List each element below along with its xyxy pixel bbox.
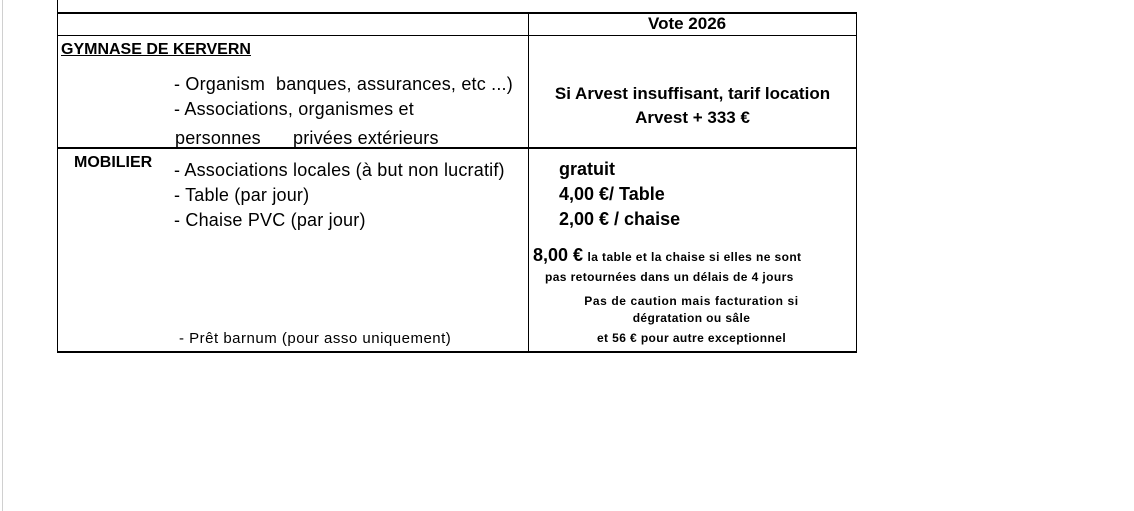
mobilier-item-price: 2,00 € / chaise: [559, 209, 681, 229]
gymnase-line1a: - Organism: [174, 74, 266, 94]
gymnase-line3a: personnes: [175, 128, 261, 148]
mobilier-title: MOBILIER: [74, 154, 153, 171]
mobilier-item-label: - Chaise PVC (par jour): [174, 210, 366, 230]
row-line-header-top: [57, 12, 857, 14]
barnum-label: - Prêt barnum (pour asso uniquement): [179, 330, 452, 347]
mobilier-item-label: - Associations locales (à but non lucratif): [174, 160, 505, 180]
row-line-table-bottom: [57, 351, 857, 353]
vote-year-header: Vote 2026: [648, 14, 727, 33]
mobilier-item-price: gratuit: [559, 159, 615, 179]
penalty-text1: la table et la chaise si elles ne sont: [587, 250, 802, 264]
gymnase-line3b: privées extérieurs: [293, 128, 439, 148]
col-divider-left-top: [57, 0, 58, 352]
gymnase-price-line1: Si Arvest insuffisant, tarif location: [554, 84, 831, 103]
gymnase-line2: - Associations, organismes et: [174, 99, 414, 119]
gymnase-title: GYMNASE DE KERVERN: [61, 41, 251, 58]
penalty-amount: 8,00 €: [533, 245, 584, 265]
barnum-note2: dégratation ou sâle: [632, 311, 751, 325]
penalty-text2: pas retournées dans un délais de 4 jours: [545, 270, 794, 284]
penalty-line1: [533, 246, 801, 265]
page-edge: [2, 0, 3, 511]
row-line-header-bottom: [57, 35, 857, 36]
mobilier-item-price: 4,00 €/ Table: [559, 184, 665, 204]
gymnase-line1b: banques, assurances, etc ...): [276, 74, 513, 94]
col-divider-right: [856, 12, 857, 352]
mobilier-item-label: - Table (par jour): [174, 185, 310, 205]
gymnase-price-line2: Arvest + 333 €: [635, 108, 750, 127]
barnum-note1: Pas de caution mais facturation si: [584, 294, 799, 308]
barnum-note3: et 56 € pour autre exceptionnel: [596, 331, 787, 345]
